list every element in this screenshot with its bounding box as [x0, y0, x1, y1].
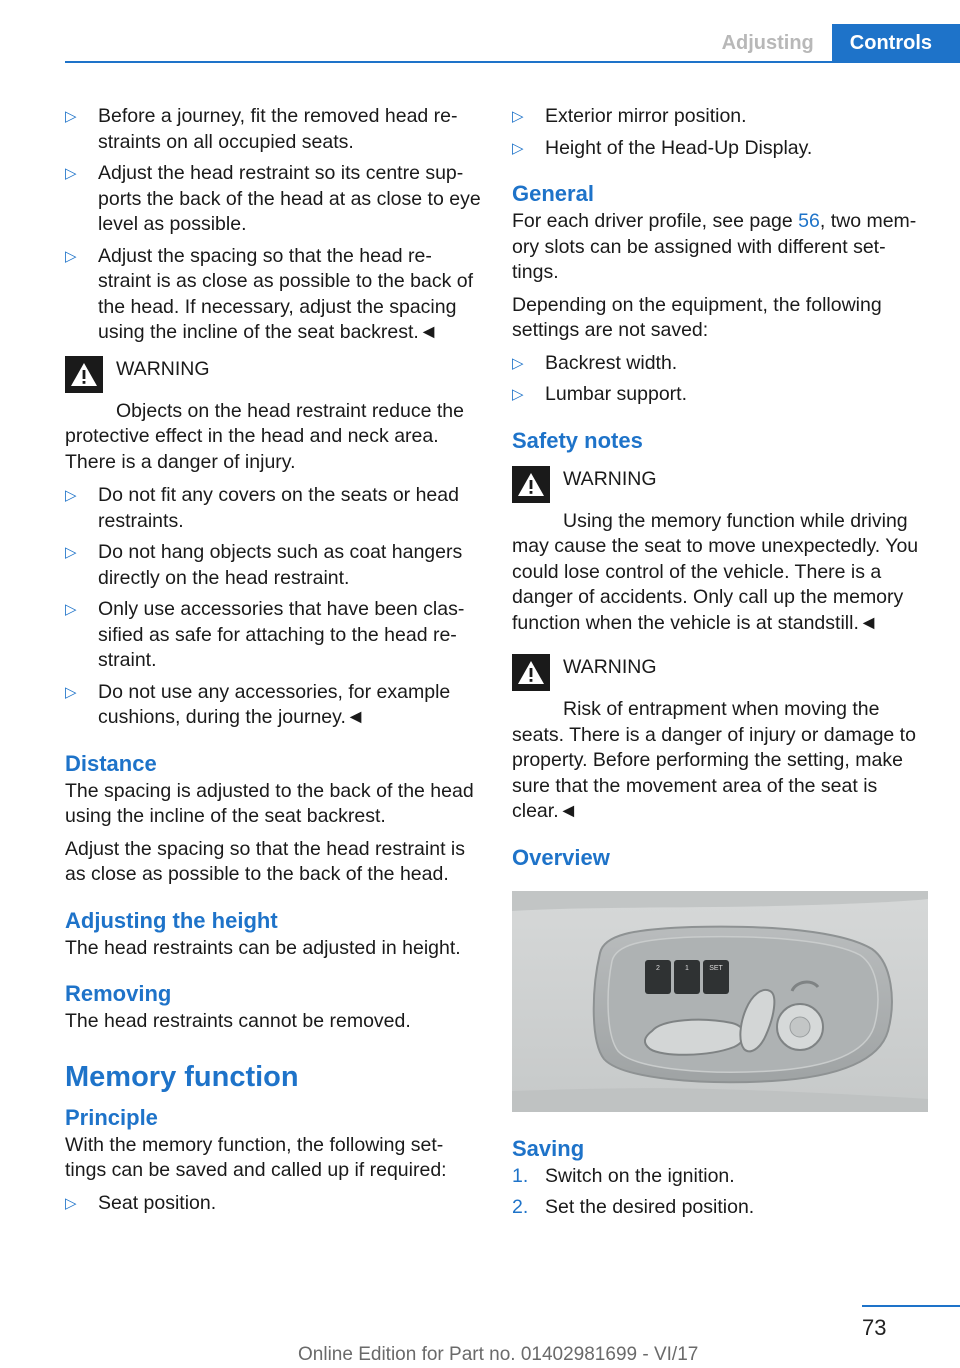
- list-item: ▷ Seat position.: [65, 1191, 481, 1217]
- paragraph: The head restraints can be adjusted in height.: [65, 936, 461, 959]
- header-section: Adjusting: [704, 24, 832, 62]
- list-item: ▷ Adjust the head restraint so its centre sup-ports the back of the head at as close to eye level as possible.: [65, 161, 481, 238]
- paragraph: Depending on the equipment, the following settings are not saved:: [512, 293, 882, 341]
- triangle-bullet-icon: ▷: [65, 544, 77, 561]
- list-item: ▷ Exterior mirror position.: [512, 104, 930, 130]
- page-header: [704, 24, 960, 62]
- triangle-bullet-icon: ▷: [512, 139, 524, 157]
- warning-text: may cause the seat to move unexpectedly. You could lose control of the vehicle. There is a danger of accidents. Only call up the memory function when the vehicle is at standstill.◄: [512, 535, 919, 634]
- footer-rule: [862, 1305, 960, 1307]
- heading-adjusting-height: Adjusting the height: [65, 907, 278, 933]
- warning-text-first: Risk of entrapment when moving the: [563, 698, 880, 720]
- right-column: [512, 104, 930, 1227]
- list-item: ▷ Only use accessories that have been clas-sified as safe for attaching to the head re-straint.: [65, 597, 481, 674]
- header-chapter: Controls: [832, 24, 960, 62]
- list-item: 1. Switch on the ignition.: [512, 1164, 735, 1187]
- triangle-bullet-icon: ▷: [512, 354, 524, 372]
- header-rule: [65, 61, 960, 63]
- heading-removing: Removing: [65, 981, 172, 1006]
- triangle-bullet-icon: ▷: [65, 247, 77, 265]
- triangle-bullet-icon: ▷: [65, 601, 77, 618]
- paragraph: With the memory function, the following set-tings can be saved and called up if required:: [65, 1133, 447, 1181]
- seat-controls-image: [512, 891, 928, 1112]
- page-number: 73: [862, 1315, 887, 1340]
- list-item: ▷ Do not fit any covers on the seats or head restraints.: [65, 483, 481, 534]
- paragraph: Adjust the spacing so that the head restraint is as close as possible to the back of the head.: [65, 837, 465, 885]
- heading-distance: Distance: [65, 750, 157, 776]
- page-link[interactable]: 56: [798, 210, 820, 232]
- warning-icon: [512, 654, 550, 691]
- footer-edition: Online Edition for Part no. 01402981699 - VI/17: [298, 1344, 699, 1365]
- heading-memory-function: Memory function: [65, 1060, 299, 1093]
- warning-icon: [512, 466, 550, 503]
- list-item: 2. Set the desired position.: [512, 1196, 755, 1218]
- triangle-bullet-icon: ▷: [65, 165, 77, 182]
- triangle-bullet-icon: ▷: [65, 487, 77, 504]
- list-item: ▷ Before a journey, fit the removed head re-straints on all occupied seats.: [65, 104, 481, 155]
- warning-label: WARNING: [563, 467, 657, 490]
- warning-box: [65, 356, 481, 476]
- list-item: ▷ Backrest width.: [512, 351, 930, 377]
- svg-text:SET: SET: [709, 964, 723, 972]
- warning-label: WARNING: [116, 357, 210, 380]
- warning-text: protective effect in the head and neck area. There is a danger of injury.: [65, 425, 439, 473]
- paragraph: The head restraints cannot be removed.: [65, 1010, 411, 1032]
- warning-text-first: Using the memory function while driving: [563, 509, 908, 532]
- triangle-bullet-icon: ▷: [512, 386, 524, 403]
- list-item: ▷ Height of the Head-Up Display.: [512, 136, 930, 162]
- left-column: [65, 104, 481, 1222]
- triangle-bullet-icon: ▷: [65, 108, 77, 125]
- triangle-bullet-icon: ▷: [65, 1194, 77, 1212]
- heading-principle: Principle: [65, 1104, 158, 1130]
- paragraph: For each driver profile, see page 56, two mem-ory slots can be assigned with different set-tings.: [512, 210, 917, 283]
- seat-cushion-switch: [645, 1019, 744, 1054]
- heading-overview: Overview: [512, 844, 610, 870]
- paragraph: The spacing is adjusted to the back of the head using the incline of the seat backrest.: [65, 779, 474, 827]
- warning-label: WARNING: [563, 656, 657, 678]
- warning-text-first: Objects on the head restraint reduce the: [116, 399, 464, 422]
- warning-box: [512, 466, 930, 637]
- svg-text:1: 1: [685, 964, 689, 972]
- triangle-bullet-icon: ▷: [512, 108, 524, 125]
- heading-general: General: [512, 181, 594, 206]
- list-item: ▷ Lumbar support.: [512, 382, 930, 408]
- triangle-bullet-icon: ▷: [65, 683, 77, 701]
- heading-saving: Saving: [512, 1135, 585, 1161]
- warning-icon: [65, 356, 103, 393]
- svg-text:2: 2: [656, 964, 660, 972]
- warning-text: seats. There is a danger of injury or damage to property. Before performing the setting, make sure that the movement area of the seat is clear.◄: [512, 723, 916, 822]
- warning-box: [512, 654, 930, 825]
- list-item: ▷ Do not hang objects such as coat hangers directly on the head restraint.: [65, 540, 481, 591]
- list-item: ▷ Do not use any accessories, for example cushions, during the journey.◄: [65, 680, 481, 731]
- list-item: ▷ Adjust the spacing so that the head re-straint is as close as possible to the back of the head. If necessary, adjust the spacing using the incline of the seat backrest.◄: [65, 244, 481, 346]
- heading-safety-notes: Safety notes: [512, 427, 643, 453]
